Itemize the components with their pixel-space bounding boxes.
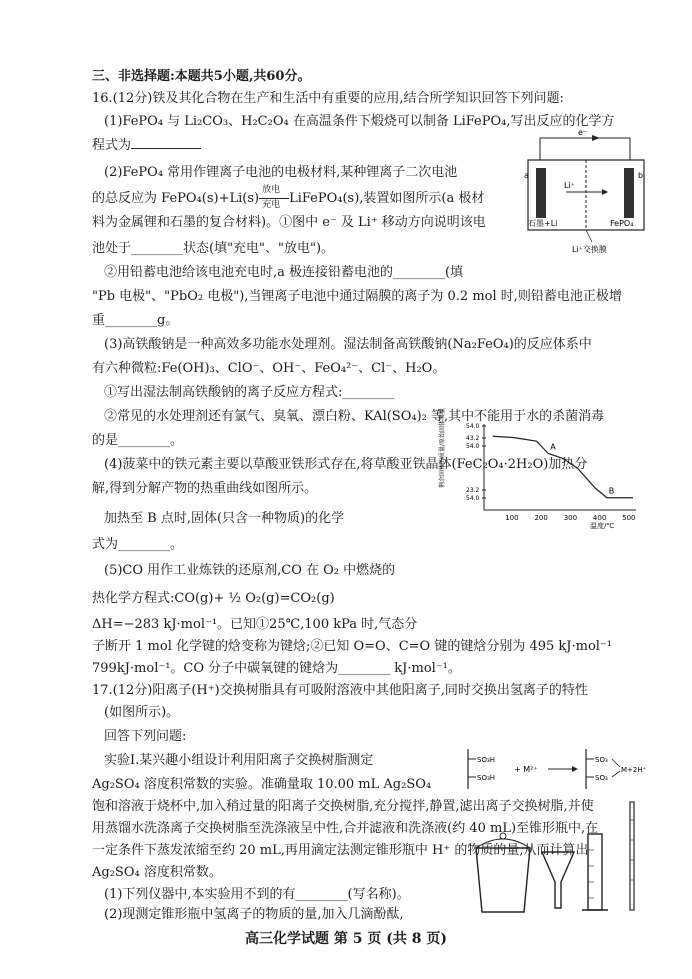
x-tick-400: 400 [592, 514, 607, 522]
q16-p3d: ②常见的水处理剂还有氯气、臭氧、漂白粉、KAl(SO₄)₂ 等,其中不能用于水的杀菌消毒 [104, 409, 605, 424]
x-tick-labels [505, 514, 635, 522]
reaction-arrow [259, 184, 289, 210]
y-tick-3: 23.2 [466, 487, 480, 494]
q16-p3b: 有六种微粒:Fe(OH)₃、ClO⁻、OH⁻、FeO₄²⁻、Cl⁻、H₂O。 [92, 361, 446, 376]
q16-p2c: 料为金属锂和石墨的复合材料)。①图中 e⁻ 及 Li⁺ 移动方向说明该电 [92, 215, 486, 230]
q16-p4b: 解,得到分解产物的热重曲线如图所示。 [92, 481, 318, 496]
point-b-label: B [608, 486, 615, 496]
electrode-a [536, 168, 546, 218]
q17-e1e: 一定条件下蒸发浓缩至约 20 mL,再用滴定法测定锥形瓶中 H⁺ 的物质的量,从而计算出 [92, 843, 589, 858]
q16-p5b: 热化学方程式:CO(g)+ ½ O₂(g)=CO₂(g) [92, 591, 335, 606]
y-axis-label: 剩余固体的质量/原始固体质量 [439, 407, 446, 488]
q17-e1c: 饱和溶液于烧杯中,加入稍过量的阳离子交换树脂,充分搅拌,静置,滤出离子交换树脂,并使 [92, 799, 594, 814]
q16-p5d: 子断开 1 mol 化学键的焓变称为键焓;②已知 O=O、C=O 键的键焓分别为 495 kJ·mol⁻¹ [92, 639, 613, 654]
q17-q2a: (2)现测定锥形瓶中氢离子的物质的量,加入几滴酚酞, [104, 907, 404, 922]
q16-p3a: (3)高铁酸钠是一种高效多功能水处理剂。湿法制备高铁酸钠(Na₂FeO₄)的反应体系中 [104, 337, 592, 352]
q16-p3c: ①写出湿法制高铁酸钠的离子反应方程式:________ [104, 385, 395, 400]
membrane-pointer [586, 230, 592, 242]
q16-p5c: ΔH=−283 kJ·mol⁻¹。已知①25℃,100 kPa 时,气态分 [92, 617, 418, 632]
x-tick-100: 100 [505, 514, 519, 522]
funnel-icon [542, 852, 574, 908]
right-electrode-material: FePO₄ [610, 219, 634, 228]
electron-arrow-icon [592, 135, 600, 141]
electrode-b-label: b [638, 171, 644, 180]
resin-left-bot: SO₃H [477, 774, 496, 782]
resin-right-mid: M+2H⁺ [621, 766, 647, 774]
electrode-b [624, 168, 634, 218]
q17-e1f: Ag₂SO₄ 溶度积常数。 [92, 865, 222, 880]
li-ion-label: Li⁺ [564, 181, 575, 190]
q16-p5e: 799kJ·mol⁻¹。CO 分子中碳氧键的键焓为________ kJ·mol⁻¹。 [92, 661, 461, 676]
resin-diagram [462, 745, 662, 795]
graduated-cylinder-icon [582, 834, 608, 910]
battery-diagram [510, 130, 660, 260]
beaker-icon [476, 833, 530, 912]
q17-q1: (1)下列仪器中,本实验用不到的有________(写名称)。 [104, 887, 410, 902]
resin-arrow-icon [572, 766, 578, 772]
q17-e1a: 实验Ⅰ.某兴趣小组设计利用阳离子交换树脂测定 [104, 753, 374, 768]
pipette-icon [630, 802, 634, 910]
point-a-label: A [550, 442, 556, 452]
q16-p3e: 的是________。 [92, 433, 184, 448]
q16-intro: 16.(12分)铁及其化合物在生产和生活中有重要的应用,结合所学知识回答下列问题: [92, 91, 564, 106]
y-tick-0: 54.0 [466, 423, 480, 430]
q16-p2f: "Pb 电极"、"PbO₂ 电极"),当锂离子电池中通过隔膜的离子为 0.2 mol 时,则铅蓄电池正极增 [92, 289, 622, 304]
y-tick-4: 54.0 [466, 495, 480, 502]
q16-p4a: (4)菠菜中的铁元素主要以草酸亚铁形式存在,将草酸亚铁晶体(FeC₂O₄·2H₂O)加热分 [104, 457, 588, 472]
q17-intro1: 17.(12分)阳离子(H⁺)交换树脂具有可吸附溶液中其他阳离子,同时交换出氢离子的特性 [92, 683, 588, 698]
li-ion-arrow-icon [602, 189, 608, 195]
x-tick-500: 500 [622, 514, 636, 522]
resin-right-bot: SO₃ [595, 774, 608, 782]
charge-label: 充电 [262, 199, 281, 210]
q17-intro2: (如图所示)。 [104, 705, 180, 720]
q16-p4c: 加热至 B 点时,固体(只含一种物质)的化学 [104, 511, 345, 526]
q17-ask: 回答下列问题: [104, 729, 187, 744]
x-tick-300: 300 [563, 514, 578, 522]
resin-plus-ion: + M²⁺ [514, 765, 538, 774]
y-tick-1: 43.2 [466, 435, 480, 442]
membrane-label: Li⁺交换膜 [572, 245, 607, 254]
x-axis-label: 温度/℃ [590, 522, 615, 530]
q17-e1b: Ag₂SO₄ 溶度积常数的实验。准确量取 10.00 mL Ag₂SO₄ [92, 777, 432, 792]
thermogravimetric-chart [439, 407, 640, 530]
q16-p2a: (2)FePO₄ 常用作锂离子电池的电极材料,某种锂离子二次电池 [104, 165, 458, 180]
discharge-label: 放电 [262, 184, 281, 195]
q16-p1b: 程式为 [92, 136, 652, 154]
page-footer: 高三化学试题 第 5 页 (共 8 页) [245, 931, 447, 947]
y-tick-labels [466, 423, 486, 502]
q16-p2e: ②用铅蓄电池给该电池充电时,a 极连接铅蓄电池的________(填 [104, 265, 464, 280]
section-header: 三、非选择题:本题共5小题,共60分。 [92, 69, 311, 84]
x-tick-200: 200 [534, 514, 548, 522]
y-tick-2: 54.0 [466, 443, 480, 450]
electrode-a-label: a [524, 171, 529, 180]
resin-right-top: SO₃ [595, 756, 608, 764]
left-electrode-material: 石墨+Li [528, 219, 558, 228]
q16-p5a: (5)CO 用作工业炼铁的还原剂,CO 在 O₂ 中燃烧的 [104, 563, 396, 578]
resin-left-top: SO₃H [477, 756, 496, 764]
answer-blank[interactable] [131, 136, 201, 149]
q16-p2g: 重________g。 [92, 313, 179, 328]
q16-p4d: 式为________。 [92, 537, 184, 552]
lab-instruments [470, 800, 650, 920]
q16-p1a: (1)FePO₄ 与 Li₂CO₃、H₂C₂O₄ 在高温条件下煅烧可以制备 LiFePO₄,写出反应的化学方 [104, 114, 615, 129]
electron-label: e⁻ [578, 128, 588, 137]
q17-e1d: 用蒸馏水洗涤离子交换树脂至洗涤液呈中性,合并滤液和洗涤液(约 40 mL)至锥形瓶中,在 [92, 821, 599, 836]
q16-p2b: 的总反应为 FePO₄(s)+Li(s) 放电 充电 LiFePO₄(s),装置如图所示(a 极材 [92, 184, 485, 210]
q16-p2d: 池处于________状态(填"充电"、"放电")。 [92, 241, 335, 256]
